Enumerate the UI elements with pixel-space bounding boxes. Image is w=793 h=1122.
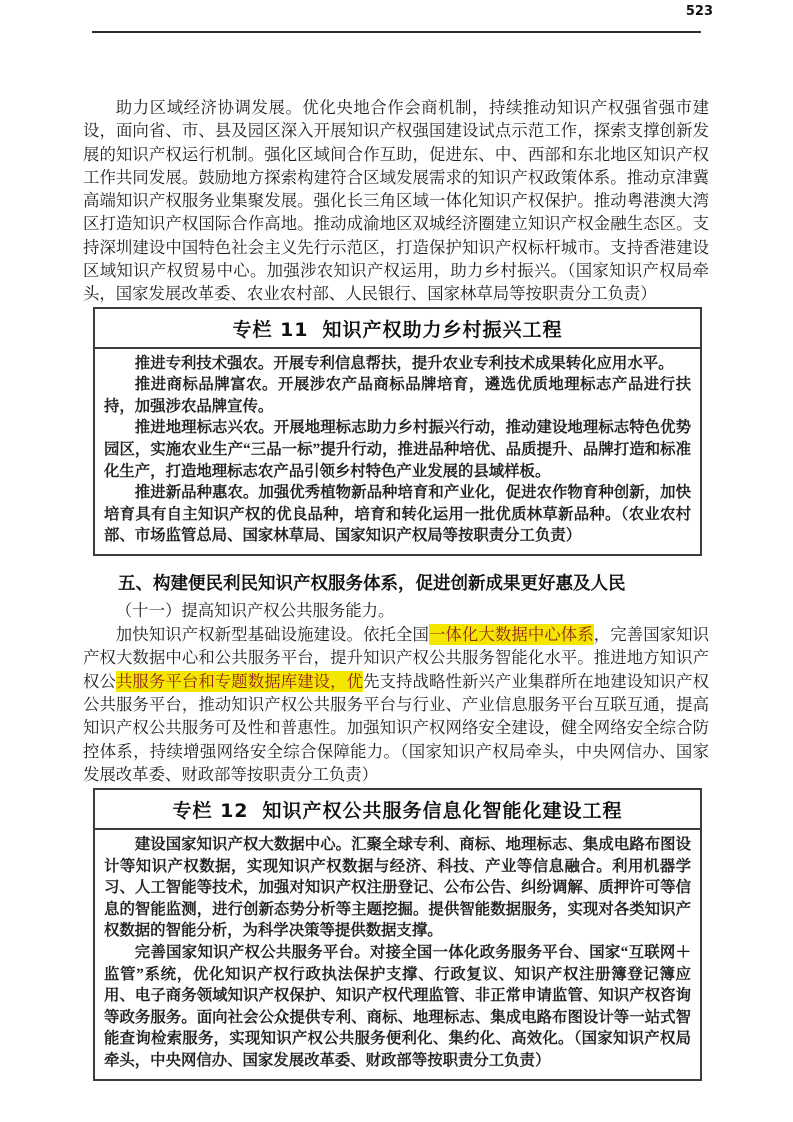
column-box-12-title: 知识产权公共服务信息化智能化建设工程 [262,800,623,823]
box11-paragraph-patent [104,353,691,375]
paragraph-body-text: 对接全国一体化政务服务平台、国家“互联网＋监管”系统，优化知识产权行政执法保护支撑、行政复议、知识产权注册簿登记簿应用、电子商务领域知识产权保护、知识产权代理监管、非正常申请监管、知识产权咨询等政务服务。面向社会公众提供专利、商标、地理标志、集成电路布图设计等一站式智能查询检索服务，实现知识产权公共服务便利化、集约化、高效化。 [104,944,691,1048]
lead-sentence: 加快知识产权新型基础设施建设。 [115,625,364,645]
section-5-heading: 五、构建便民利民知识产权服务体系，促进创新成果更好惠及人民 [118,574,626,595]
column-box-11-label: 专栏 11 [232,318,309,341]
paragraph-body-text: ，完善国家知识产权大数据中心和公共服务平台，提升知识产权公共服务智能化水平。推进地方知识产权公 [83,625,710,691]
column-box-11-body [95,349,700,554]
column-box-12 [93,788,702,1081]
lead-sentence: 推进专利技术强农。 [134,354,274,372]
column-box-12-title-row [95,790,700,830]
paragraph-body-text: 开展专利信息帮扶，提升农业专利技术成果转化应用水平。 [273,354,674,372]
lead-sentence: 完善国家知识产权公共服务平台。 [134,944,370,962]
lead-sentence: 推进商标品牌富农。 [134,376,278,394]
paragraph-body-text: 汇聚全球专利、商标、地理标志、集成电路布图设计等知识产权数据，实现知识产权数据与经济、科技、产业等信息融合。利用机器学习、人工智能等技术，加强对知识产权注册登记、公布公告、纠纷调解、质押许可等信息的智能监测，进行创新态势分析等主题挖掘。提供智能数据服务，实现对各类知识产权数据的智能分析，为科学决策等提供数据支撑。 [104,836,691,940]
box11-paragraph-trademark [104,374,691,417]
column-box-11 [93,307,702,556]
highlighted-text-platform-database: 共服务平台和专题数据库建设，优 [115,671,364,691]
paragraph-body-text: 加强优秀植物新品种培育和产业化，促进农作物育种创新，加快培育具有自主知识产权的优良品种，培育和转化运用一批优质林草新品种。 [104,484,691,523]
paragraph-body-text: 开展地理标志助力乡村振兴行动，推动建设地理标志特色优势园区，实施农业生产“三品一标”提升行动，推进品种培优、品质提升、品牌打造和标准化生产，打造地理标志农产品引领乡村特色产业发展的县域样板。 [104,419,691,480]
page-number: 523 [685,4,713,19]
highlighted-text-data-center-system: 一体化大数据中心体系 [428,625,594,645]
column-box-11-title: 知识产权助力乡村振兴工程 [322,318,563,341]
lead-sentence: 推进新品种惠农。 [134,484,259,502]
paragraph-body-text: 开展涉农产品商标品牌培育，遴选优质地理标志产品进行扶持，加强涉农品牌宣传。 [104,376,691,415]
paragraph-body-text: 优化央地合作会商机制，持续推动知识产权强省强市建设，面向省、市、县及园区深入开展知识产权强国建设试点示范工作，探索支撑创新发展的知识产权运行机制。强化区域间合作互助，促进东、中、西部和东北地区知识产权工作共同发展。鼓励地方探索构建符合区域发展需求的知识产权政策体系。推动京津冀高端知识产权服务业集聚发展。强化长三角区域一体化知识产权保护。推动粤港澳大湾区打造知识产权国际合作高地。推动成渝地区双城经济圈建立知识产权金融生态区。支持深圳建设中国特色社会主义先行示范区，打造保护知识产权标杆城市。支持香港建设区域知识产权贸易中心。加强涉农知识产权运用，助力乡村振兴。 [83,98,710,281]
responsible-departments-note: （国家知识产权局牵头，中央网信办、国家发展改革委、财政部等按职责分工负责） [83,741,709,784]
box11-paragraph-new-varieties [104,482,691,547]
lead-sentence: 推进地理标志兴农。 [134,419,274,437]
header-rule [92,31,701,33]
paragraph-body-text: 依托全国 [363,625,429,645]
paragraph-body-text: 先支持战略性新兴产业集群所在地建设知识产权公共服务平台，推动知识产权公共服务平台与行业、产业信息服务平台互联互通，提高知识产权公共服务可及性和普惠性。加强知识产权网络安全建设，健全网络安全综合防控体系，持续增强网络安全综合保障能力。 [83,671,710,761]
section-5-subheading-11: （十一）提高知识产权公共服务能力。 [115,601,395,621]
lead-sentence: 建设国家知识产权大数据中心。 [134,836,352,854]
paragraph-public-service [83,623,709,786]
responsible-departments-note: （国家知识产权局牵头，中央网信办、国家发展改革委、财政部等按职责分工负责） [104,1030,691,1070]
column-box-12-body [95,830,700,1079]
column-box-12-label: 专栏 12 [172,800,249,823]
paragraph-regional-development [83,96,709,306]
lead-sentence: 助力区域经济协调发展。 [115,98,303,117]
box12-paragraph-public-service-platform [104,942,691,1072]
box12-paragraph-big-data-center [104,834,691,942]
column-box-11-title-row [95,309,700,349]
responsible-departments-note: （国家知识产权局牵头，国家发展改革委、农业农村部、人民银行、国家林草局等按职责分工负责） [83,261,709,304]
box11-paragraph-geographical-indication [104,417,691,482]
page-content [83,96,709,1095]
responsible-departments-note: （农业农村部、市场监管总局、国家林草局、国家知识产权局等按职责分工负责） [104,505,691,545]
